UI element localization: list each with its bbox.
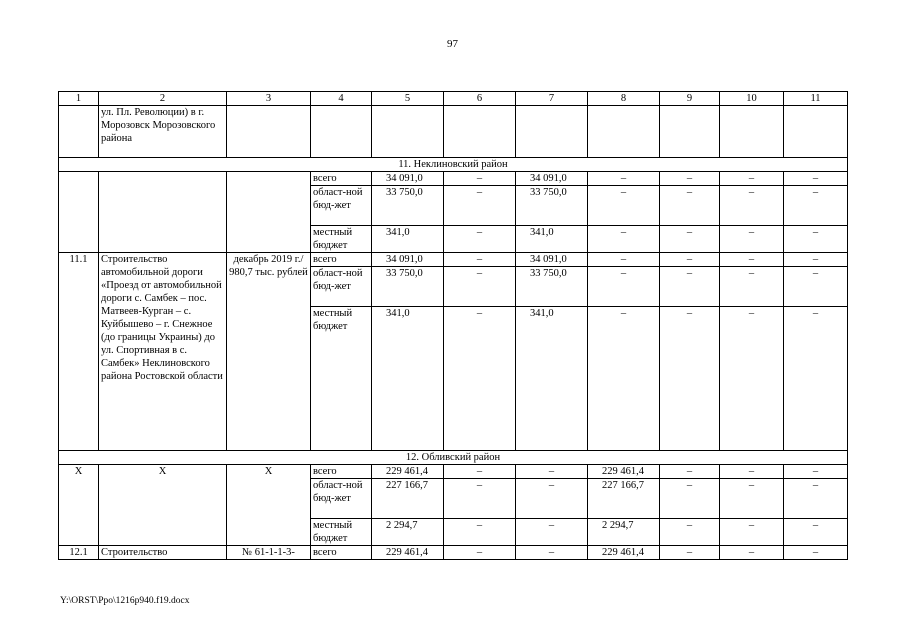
item-number-cell: 12.1: [59, 546, 99, 560]
value-cell: –: [784, 546, 848, 560]
value-cell: –: [660, 465, 720, 479]
value-cell: –: [588, 253, 660, 267]
column-header: 2: [99, 92, 227, 106]
value-cell: –: [444, 519, 516, 546]
object-name-cell: Х: [99, 465, 227, 546]
value-cell: –: [516, 546, 588, 560]
column-header: 9: [660, 92, 720, 106]
section-row: [59, 451, 848, 465]
value-cell: 229 461,4: [372, 465, 444, 479]
value-cell: –: [444, 172, 516, 186]
value-cell: –: [444, 267, 516, 307]
value-cell: –: [720, 267, 784, 307]
table-row: [59, 253, 848, 267]
value-cell: 227 166,7: [588, 479, 660, 519]
value-cell: –: [784, 519, 848, 546]
funding-type-cell: всего: [311, 465, 372, 479]
column-header: 1: [59, 92, 99, 106]
column-header: 6: [444, 92, 516, 106]
value-cell: –: [660, 253, 720, 267]
section-title: 11. Неклиновский район: [59, 158, 848, 172]
value-cell: –: [720, 479, 784, 519]
empty-cell: [99, 172, 227, 253]
empty-cell: [720, 106, 784, 158]
column-header: 5: [372, 92, 444, 106]
value-cell: 229 461,4: [588, 465, 660, 479]
value-cell: –: [784, 253, 848, 267]
empty-cell: [444, 106, 516, 158]
value-cell: 33 750,0: [372, 186, 444, 226]
value-cell: –: [784, 465, 848, 479]
value-cell: –: [660, 307, 720, 451]
value-cell: 34 091,0: [516, 253, 588, 267]
value-cell: –: [784, 267, 848, 307]
table-row: [59, 172, 848, 186]
value-cell: –: [444, 186, 516, 226]
table-row: [59, 546, 848, 560]
column-header: 10: [720, 92, 784, 106]
value-cell: –: [784, 186, 848, 226]
value-cell: –: [588, 226, 660, 253]
header-row: [59, 92, 848, 106]
value-cell: –: [444, 226, 516, 253]
funding-type-cell: област-ной бюд-жет: [311, 186, 372, 226]
value-cell: –: [784, 479, 848, 519]
value-cell: –: [720, 253, 784, 267]
value-cell: –: [588, 267, 660, 307]
item-number-cell: Х: [59, 465, 99, 546]
funding-type-cell: област-ной бюд-жет: [311, 479, 372, 519]
budget-table: [58, 91, 848, 560]
value-cell: –: [516, 465, 588, 479]
empty-cell: [660, 106, 720, 158]
funding-type-cell: местный бюджет: [311, 226, 372, 253]
column-header: 11: [784, 92, 848, 106]
value-cell: 34 091,0: [372, 172, 444, 186]
value-cell: 34 091,0: [372, 253, 444, 267]
table-body: [59, 92, 848, 560]
empty-cell: [227, 106, 311, 158]
value-cell: –: [516, 479, 588, 519]
value-cell: –: [720, 546, 784, 560]
empty-cell: [59, 172, 99, 253]
term-cell: декабрь 2019 г./ 980,7 тыс. рублей: [227, 253, 311, 451]
column-header: 7: [516, 92, 588, 106]
value-cell: –: [720, 186, 784, 226]
value-cell: –: [588, 172, 660, 186]
value-cell: –: [720, 519, 784, 546]
value-cell: –: [588, 307, 660, 451]
term-cell: Х: [227, 465, 311, 546]
value-cell: –: [444, 253, 516, 267]
value-cell: –: [660, 479, 720, 519]
value-cell: –: [720, 226, 784, 253]
column-header: 3: [227, 92, 311, 106]
item-number-cell: 11.1: [59, 253, 99, 451]
value-cell: –: [784, 172, 848, 186]
value-cell: 34 091,0: [516, 172, 588, 186]
section-title: 12. Обливский район: [59, 451, 848, 465]
value-cell: –: [444, 307, 516, 451]
empty-cell: [784, 106, 848, 158]
value-cell: –: [516, 519, 588, 546]
value-cell: 229 461,4: [372, 546, 444, 560]
value-cell: –: [660, 546, 720, 560]
object-name-cell: Строительство: [99, 546, 227, 560]
value-cell: 33 750,0: [372, 267, 444, 307]
value-cell: 227 166,7: [372, 479, 444, 519]
value-cell: –: [660, 172, 720, 186]
section-row: [59, 158, 848, 172]
funding-type-cell: всего: [311, 172, 372, 186]
value-cell: –: [660, 267, 720, 307]
continuation-row: [59, 106, 848, 158]
table-row: [59, 465, 848, 479]
value-cell: –: [588, 186, 660, 226]
value-cell: –: [660, 186, 720, 226]
object-name-cell: Строительство автомобильной дороги «Проезд от автомобильной дороги с. Самбек – пос. Матвеев-Курган – с. Куйбышево – г. Снежное (до границы Украины) до ул. Спортивная в с. Самбек» Неклиновского района Ростовской области: [99, 253, 227, 451]
empty-cell: [372, 106, 444, 158]
value-cell: –: [720, 307, 784, 451]
empty-cell: [516, 106, 588, 158]
object-name-cell: ул. Пл. Революции) в г. Морозовск Морозовского района: [99, 106, 227, 158]
value-cell: –: [660, 226, 720, 253]
value-cell: 2 294,7: [372, 519, 444, 546]
value-cell: –: [444, 546, 516, 560]
value-cell: –: [444, 465, 516, 479]
page-number: 97: [447, 38, 458, 50]
funding-type-cell: област-ной бюд-жет: [311, 267, 372, 307]
column-header: 4: [311, 92, 372, 106]
empty-cell: [311, 106, 372, 158]
funding-type-cell: местный бюджет: [311, 519, 372, 546]
value-cell: –: [784, 307, 848, 451]
value-cell: 341,0: [516, 307, 588, 451]
funding-type-cell: всего: [311, 546, 372, 560]
value-cell: 33 750,0: [516, 267, 588, 307]
value-cell: –: [720, 465, 784, 479]
value-cell: 341,0: [372, 307, 444, 451]
value-cell: –: [660, 519, 720, 546]
value-cell: 229 461,4: [588, 546, 660, 560]
value-cell: –: [784, 226, 848, 253]
file-path-footer: Y:\ORST\Ppo\1216p940.f19.docx: [60, 596, 190, 606]
value-cell: 2 294,7: [588, 519, 660, 546]
empty-cell: [588, 106, 660, 158]
column-header: 8: [588, 92, 660, 106]
funding-type-cell: местный бюджет: [311, 307, 372, 451]
term-cell: № 61-1-1-3-: [227, 546, 311, 560]
value-cell: –: [444, 479, 516, 519]
empty-cell: [227, 172, 311, 253]
value-cell: –: [720, 172, 784, 186]
value-cell: 33 750,0: [516, 186, 588, 226]
value-cell: 341,0: [372, 226, 444, 253]
value-cell: 341,0: [516, 226, 588, 253]
empty-cell: [59, 106, 99, 158]
funding-type-cell: всего: [311, 253, 372, 267]
